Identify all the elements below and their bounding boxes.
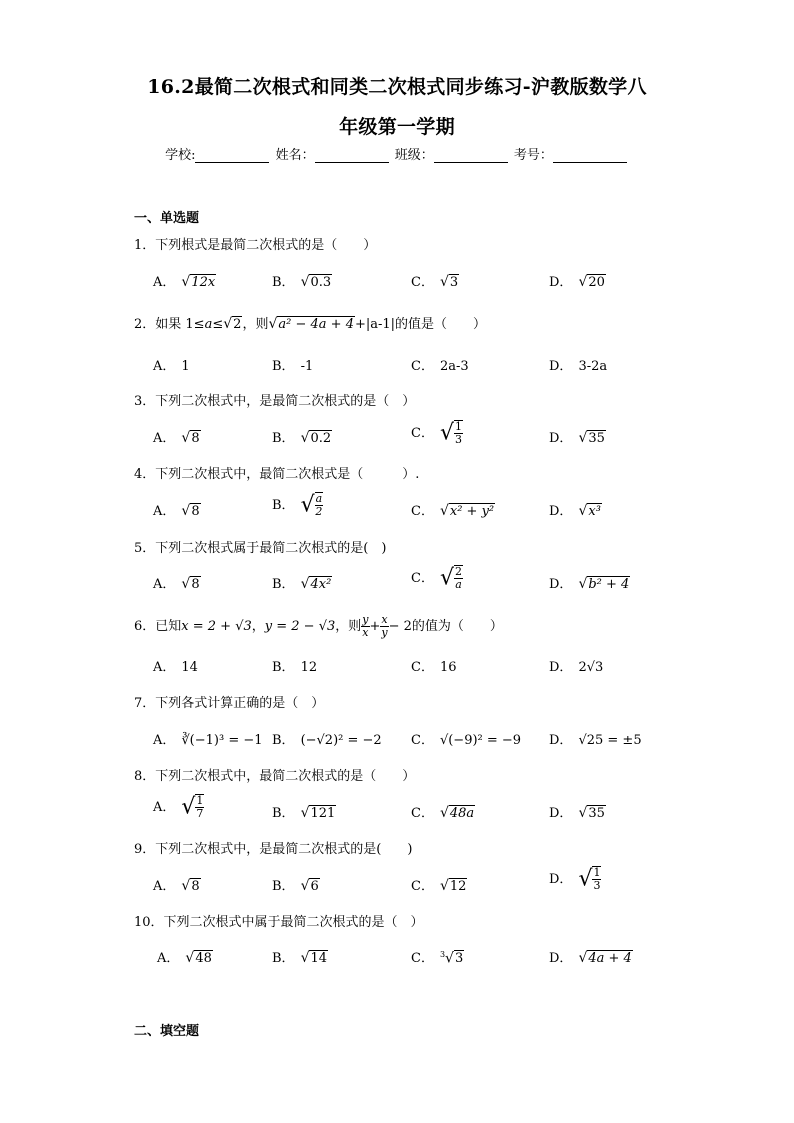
q6-option-d[interactable]: D． 2√3 bbox=[549, 660, 604, 675]
question-9: 9．下列二次根式中，是最简二次根式的是( ) bbox=[134, 842, 413, 857]
exam-no-label: 考号： bbox=[513, 148, 553, 163]
school-blank[interactable] bbox=[195, 148, 269, 163]
q3-option-b[interactable]: B． √0.2 bbox=[272, 430, 332, 446]
q8-option-c[interactable]: C． √48a bbox=[411, 805, 475, 821]
q4-option-b[interactable]: B． √ $\frac{a}{2}$ bbox=[272, 492, 323, 518]
q2-option-d[interactable]: D． 3-2a bbox=[549, 359, 608, 374]
question-2: 2．如果 1≤a≤√2，则√a² − 4a + 4+|a-1|的值是（ ） bbox=[134, 316, 487, 332]
q4-option-a[interactable]: A． √8 bbox=[153, 503, 200, 519]
school-label: 学校: bbox=[165, 148, 196, 163]
q5-option-c[interactable]: C． √ $\frac{2}{a}$ bbox=[411, 565, 462, 591]
question-10: 10．下列二次根式中属于最简二次根式的是（ ） bbox=[134, 915, 424, 930]
q6-option-b[interactable]: B． 12 bbox=[272, 660, 318, 675]
q8-option-a[interactable]: A． √ $\frac{1}{7}$ bbox=[153, 794, 204, 820]
name-label: 姓名： bbox=[275, 148, 315, 163]
exam-no-blank[interactable] bbox=[553, 148, 627, 163]
q1-option-d[interactable]: D． √20 bbox=[549, 274, 605, 290]
question-5: 5．下列二次根式属于最简二次根式的是( ) bbox=[134, 541, 387, 556]
question-8: 8．下列二次根式中，最简二次根式的是（ ） bbox=[134, 769, 416, 784]
q3-option-c[interactable]: C． √ $\frac{1}{3}$ bbox=[411, 420, 462, 446]
q10-option-b[interactable]: B． √14 bbox=[272, 950, 328, 966]
q4-option-d[interactable]: D． √x³ bbox=[549, 503, 601, 519]
q9-option-b[interactable]: B． √6 bbox=[272, 878, 319, 894]
section-heading-fill-blank: 二、填空题 bbox=[134, 1024, 200, 1039]
q1-option-c[interactable]: C． √3 bbox=[411, 274, 459, 290]
q8-option-b[interactable]: B． √121 bbox=[272, 805, 336, 821]
question-1: 1．下列根式是最简二次根式的是（ ） bbox=[134, 238, 377, 253]
q7-option-b[interactable]: B． (−√2)² = −2 bbox=[272, 733, 382, 748]
q5-option-a[interactable]: A． √8 bbox=[153, 576, 200, 592]
q7-option-a[interactable]: A． ∛(−1)³ = −1 bbox=[153, 733, 263, 748]
section-heading-single-choice: 一、单选题 bbox=[134, 211, 200, 226]
q5-option-d[interactable]: D． √b² + 4 bbox=[549, 576, 630, 592]
q1-option-b[interactable]: B． √0.3 bbox=[272, 274, 332, 290]
q9-option-c[interactable]: C． √12 bbox=[411, 878, 467, 894]
q2-option-b[interactable]: B． -1 bbox=[272, 359, 314, 374]
q6-option-c[interactable]: C． 16 bbox=[411, 660, 457, 675]
q4-option-c[interactable]: C． √x² + y² bbox=[411, 503, 495, 519]
question-6: 6．已知x = 2 + √3，y = 2 − √3，则 $\frac{y}{x}$ + $\frac{x}{y}$ − 2的值为（ ） bbox=[134, 613, 503, 639]
question-7: 7．下列各式计算正确的是（ ） bbox=[134, 696, 325, 711]
class-label: 班级： bbox=[394, 148, 434, 163]
q9-option-a[interactable]: A． √8 bbox=[153, 878, 200, 894]
q3-option-d[interactable]: D． √35 bbox=[549, 430, 605, 446]
q1-option-a[interactable]: A． √12x bbox=[153, 274, 216, 290]
question-3: 3．下列二次根式中，是最简二次根式的是（ ） bbox=[134, 394, 416, 409]
q2-option-c[interactable]: C． 2a-3 bbox=[411, 359, 469, 374]
page-title-line2: 年级第一学期 bbox=[339, 116, 455, 138]
name-blank[interactable] bbox=[315, 148, 389, 163]
q8-option-d[interactable]: D． √35 bbox=[549, 805, 605, 821]
question-4: 4．下列二次根式中，最简二次根式是（ ）. bbox=[134, 467, 420, 482]
student-info bbox=[0, 144, 794, 163]
q9-option-d[interactable]: D． √ $\frac{1}{3}$ bbox=[549, 866, 601, 892]
q7-option-c[interactable]: C． √(−9)² = −9 bbox=[411, 733, 522, 748]
q10-option-d[interactable]: D． √4a + 4 bbox=[549, 950, 632, 966]
page-title: 16.2最简二次根式和同类二次根式同步练习-沪教版数学八 bbox=[147, 76, 647, 98]
q3-option-a[interactable]: A． √8 bbox=[153, 430, 200, 446]
class-blank[interactable] bbox=[434, 148, 508, 163]
q10-option-c[interactable]: C． $^3$√3 bbox=[411, 949, 464, 966]
q6-option-a[interactable]: A． 14 bbox=[153, 660, 198, 675]
q10-option-a[interactable]: A． √48 bbox=[157, 950, 212, 966]
q7-option-d[interactable]: D． √25 = ±5 bbox=[549, 733, 642, 748]
q2-option-a[interactable]: A． 1 bbox=[153, 359, 190, 374]
q5-option-b[interactable]: B． √4x² bbox=[272, 576, 332, 592]
